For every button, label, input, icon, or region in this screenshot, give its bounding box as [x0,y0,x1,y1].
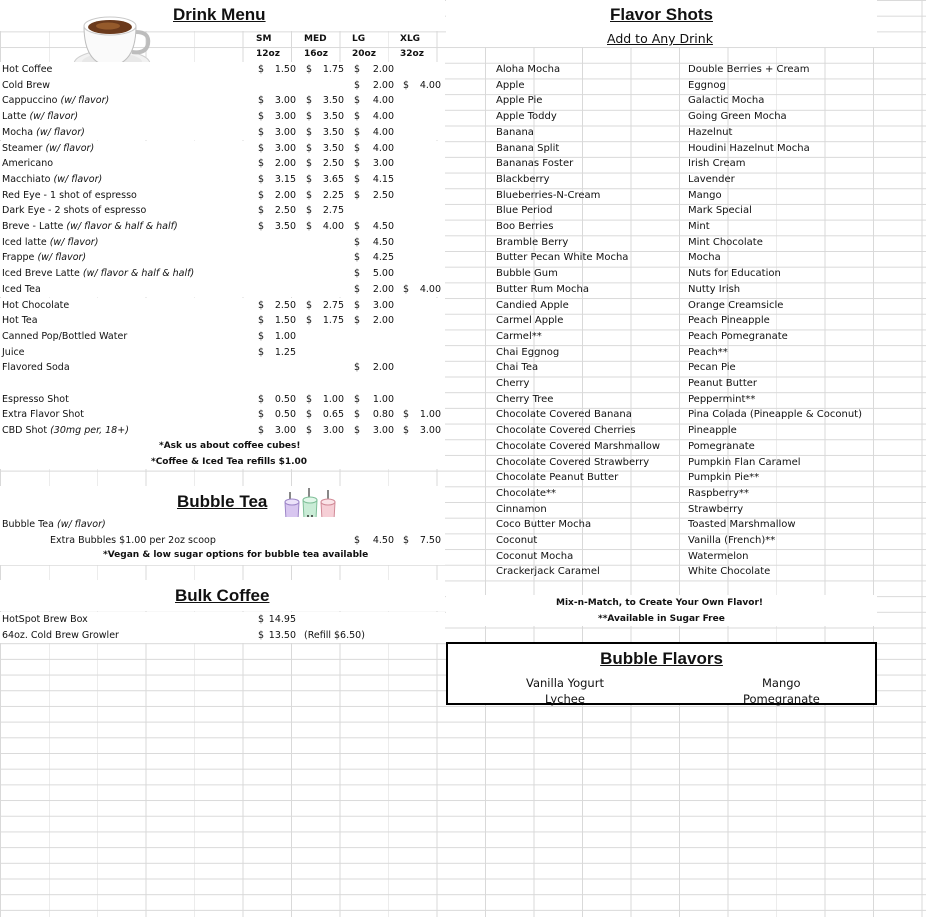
drink-row: Extra Flavor Shot $ 0.50 $ 0.65 $ 0.80 $ 1.00 [0,407,445,423]
drink-item-name: Iced Breve Latte (w/ flavor & half & half) [2,268,195,280]
drink-item-name: Mocha (w/ flavor) [2,126,85,138]
drink-row: Hot Chocolate $ 2.50 $ 2.75 $ 3.00 [0,298,445,314]
flavor-item: Bananas Foster [496,158,574,170]
drink-row: Frappe (w/ flavor) $ 4.25 [0,250,445,266]
flavor-item: Pomegranate [688,440,755,452]
bubble-flavor-item: Vanilla Yogurt [526,676,604,690]
size-oz-med: 16oz [304,49,328,59]
size-oz-xlg: 32oz [400,49,424,59]
flavor-item: Toasted Marshmallow [688,519,796,531]
drink-item-name: Steamer (w/ flavor) [2,142,95,154]
flavor-item: Bubble Gum [496,268,558,280]
flavor-item: Cherry [496,378,530,389]
size-header-sm: SM [256,34,272,44]
flavor-item: White Chocolate [688,566,771,578]
drink-item-name: Espresso Shot [2,393,69,405]
drink-row: Iced latte (w/ flavor) $ 4.50 [0,235,445,251]
size-header-xlg: XLG [400,34,421,44]
flavor-item: Cinnamon [496,503,547,515]
flavor-item: Pumpkin Pie** [688,472,760,484]
flavor-item: Mint [688,221,710,232]
flavor-item: Apple Pie [496,95,543,107]
bulk-row-growler: 64oz. Cold Brew Growler $ 13.50 (Refill $6.50) [0,628,445,644]
flavor-item: Hazelnut [688,126,733,138]
flavor-item: Pineapple [688,425,737,437]
flavor-item: Chocolate Peanut Butter [496,472,619,484]
flavor-item: Pina Colada (Pineapple & Coconut) [688,409,862,421]
flavor-item: Apple Toddy [496,111,557,123]
drink-item-name: Cold Brew [2,79,50,91]
flavor-shots-subtitle: Add to Any Drink [607,31,713,46]
flavor-item: Banana Split [496,142,560,154]
flavor-item: Peach Pomegranate [688,330,788,342]
drink-row: Iced Breve Latte (w/ flavor & half & half) $ 5.00 [0,266,445,282]
flavor-item: Peanut Butter [688,378,758,389]
drink-row: Hot Coffee $ 1.50 $ 1.75 $ 2.00 [0,62,445,78]
flavor-item: Orange Creamsicle [688,299,784,311]
flavor-shots-title: Flavor Shots [610,5,713,24]
drink-item-name: Flavored Soda [2,362,70,374]
drink-item-name: Hot Tea [2,315,38,327]
flavor-item: Butter Pecan White Mocha [496,252,629,264]
flavor-item: Pecan Pie [688,362,736,374]
flavor-item: Raspberry** [688,487,749,499]
flavor-item: Eggnog [688,79,726,91]
drink-item-name: Frappe (w/ flavor) [2,252,87,264]
drink-row: CBD Shot (30mg per, 18+) $ 3.00 $ 3.00 $ 3.00 $ 3.00 [0,423,445,439]
flavor-item: Blueberries-N-Cream [496,189,601,201]
drink-row: Flavored Soda $ 2.00 [0,360,445,376]
flavor-item: Galactic Mocha [688,95,765,107]
drink-row: Americano $ 2.00 $ 2.50 $ 3.00 [0,156,445,172]
flavor-item: Peppermint** [688,393,756,405]
flavor-item: Coco Butter Mocha [496,519,592,531]
drink-row: Canned Pop/Bottled Water $ 1.00 [0,329,445,345]
drink-item-name: Dark Eye - 2 shots of espresso [2,205,147,217]
drink-row: Breve - Latte (w/ flavor & half & half) $ 3.50 $ 4.00 $ 4.50 [0,219,445,235]
drink-row: Dark Eye - 2 shots of espresso $ 2.50 $ 2.75 [0,203,445,219]
flavor-item: Chocolate Covered Cherries [496,425,636,437]
flavor-item: Apple [496,79,525,91]
flavor-item: Aloha Mocha [496,64,561,75]
flavor-item: Mocha [688,252,721,264]
flavor-item: Peach** [688,346,728,358]
drink-row: Macchiato (w/ flavor) $ 3.15 $ 3.65 $ 4.15 [0,172,445,188]
drink-item-name: Americano [2,158,54,170]
extra-bubbles-row: Extra Bubbles $1.00 per 2oz scoop $ 4.50 $ 7.50 [0,533,445,549]
drink-row: Steamer (w/ flavor) $ 3.00 $ 3.50 $ 4.00 [0,141,445,157]
flavor-item: Crackerjack Caramel [496,566,600,578]
bubble-tea-vegan-note: *Vegan & low sugar options for bubble tea available [103,550,369,560]
flavor-item: Mark Special [688,205,752,217]
drink-item-name: Macchiato (w/ flavor) [2,173,103,185]
drink-item-name: Juice [2,346,25,358]
flavor-item: Double Berries + Cream [688,64,810,75]
drink-menu-title: Drink Menu [173,5,266,24]
size-header-lg: LG [352,34,366,44]
drink-item-name: Iced latte (w/ flavor) [2,236,99,248]
drink-item-name: Iced Tea [2,283,41,295]
bubble-tea-name: Bubble Tea [2,519,57,530]
drink-item-name: Hot Coffee [2,64,53,75]
bulk-coffee-title: Bulk Coffee [175,586,270,605]
flavor-item: Irish Cream [688,158,746,170]
flavor-note-sugar-free: **Available in Sugar Free [598,614,725,624]
flavor-item: Coconut [496,535,538,546]
drink-item-name: Extra Flavor Shot [2,409,84,421]
drink-item-name: Breve - Latte (w/ flavor & half & half) [2,221,178,232]
drink-row: Espresso Shot $ 0.50 $ 1.00 $ 1.00 [0,392,445,408]
flavor-item: Chocolate Covered Marshmallow [496,440,661,452]
drink-note-cubes: *Ask us about coffee cubes! [159,441,301,451]
flavor-item: Lavender [688,173,735,185]
drink-item-name: Canned Pop/Bottled Water [2,330,128,342]
bubble-flavors-box [446,642,877,705]
flavor-item: Nutty Irish [688,283,741,295]
drink-item-name: Cappuccino (w/ flavor) [2,95,110,107]
flavor-item: Peach Pineapple [688,315,770,327]
flavor-item: Carmel Apple [496,315,564,327]
drink-item-name: Hot Chocolate [2,299,70,311]
flavor-item: Chai Eggnog [496,346,560,358]
bubble-flavors-title: Bubble Flavors [600,649,723,668]
flavor-item: Coconut Mocha [496,550,574,562]
bubble-tea-note: (w/ flavor) [56,519,106,530]
flavor-item: Vanilla (French)** [688,535,776,546]
bubble-flavor-item: Mango [762,676,801,690]
flavor-note-mix: Mix-n-Match, to Create Your Own Flavor! [556,598,763,608]
drink-row [0,376,445,392]
drink-item-name: CBD Shot (30mg per, 18+) [2,425,129,437]
drink-row: Mocha (w/ flavor) $ 3.00 $ 3.50 $ 4.00 [0,125,445,141]
flavor-item: Chocolate Covered Strawberry [496,456,650,468]
flavor-item: Banana [496,126,534,138]
flavor-item: Chai Tea [496,362,539,374]
flavor-item: Candied Apple [496,299,569,311]
flavor-item: Houdini Hazelnut Mocha [688,142,810,154]
drink-item-name: Latte (w/ flavor) [2,111,79,123]
drink-row: Latte (w/ flavor) $ 3.00 $ 3.50 $ 4.00 [0,109,445,125]
size-oz-lg: 20oz [352,49,376,59]
flavor-item: Bramble Berry [496,236,569,248]
size-header-med: MED [304,34,327,44]
bubble-flavor-item: Pomegranate [743,692,820,706]
flavor-item: Mint Chocolate [688,236,763,248]
flavor-item: Strawberry [688,503,744,515]
bubble-flavor-item: Lychee [545,692,585,706]
flavor-item: Going Green Mocha [688,111,787,123]
drink-row: Juice $ 1.25 [0,345,445,361]
drink-row: Hot Tea $ 1.50 $ 1.75 $ 2.00 [0,313,445,329]
bulk-item-name: 64oz. Cold Brew Growler [2,629,119,641]
flavor-item: Mango [688,189,722,201]
flavor-item: Chocolate** [496,487,557,499]
flavor-item: Chocolate Covered Banana [496,409,632,421]
flavor-item: Cherry Tree [496,393,554,405]
flavor-item: Watermelon [688,550,749,562]
flavor-item: Boo Berries [496,221,554,232]
flavor-item: Blue Period [496,205,553,217]
drink-row: Iced Tea $ 2.00 $ 4.00 [0,282,445,298]
bubble-tea-row [0,517,445,533]
flavor-item: Pumpkin Flan Caramel [688,456,801,468]
drink-row: Red Eye - 1 shot of espresso $ 2.00 $ 2.25 $ 2.50 [0,188,445,204]
drink-note-refills: *Coffee & Iced Tea refills $1.00 [151,457,308,467]
flavor-item: Carmel** [496,330,542,342]
bulk-item-refill: (Refill $6.50) [304,629,365,641]
bulk-row-brew-box: HotSpot Brew Box $ 14.95 [0,612,445,628]
drink-row: Cold Brew $ 2.00 $ 4.00 [0,78,445,94]
flavor-item: Butter Rum Mocha [496,283,589,295]
flavor-item: Blackberry [496,173,550,185]
drink-row: Cappuccino (w/ flavor) $ 3.00 $ 3.50 $ 4.00 [0,93,445,109]
bulk-item-name: HotSpot Brew Box [2,614,88,625]
size-oz-sm: 12oz [256,49,280,59]
flavor-item: Nuts for Education [688,268,781,280]
bubble-tea-title: Bubble Tea [177,492,268,511]
extra-bubbles-label: Extra Bubbles $1.00 per 2oz scoop [50,534,216,546]
drink-item-name: Red Eye - 1 shot of espresso [2,189,137,201]
